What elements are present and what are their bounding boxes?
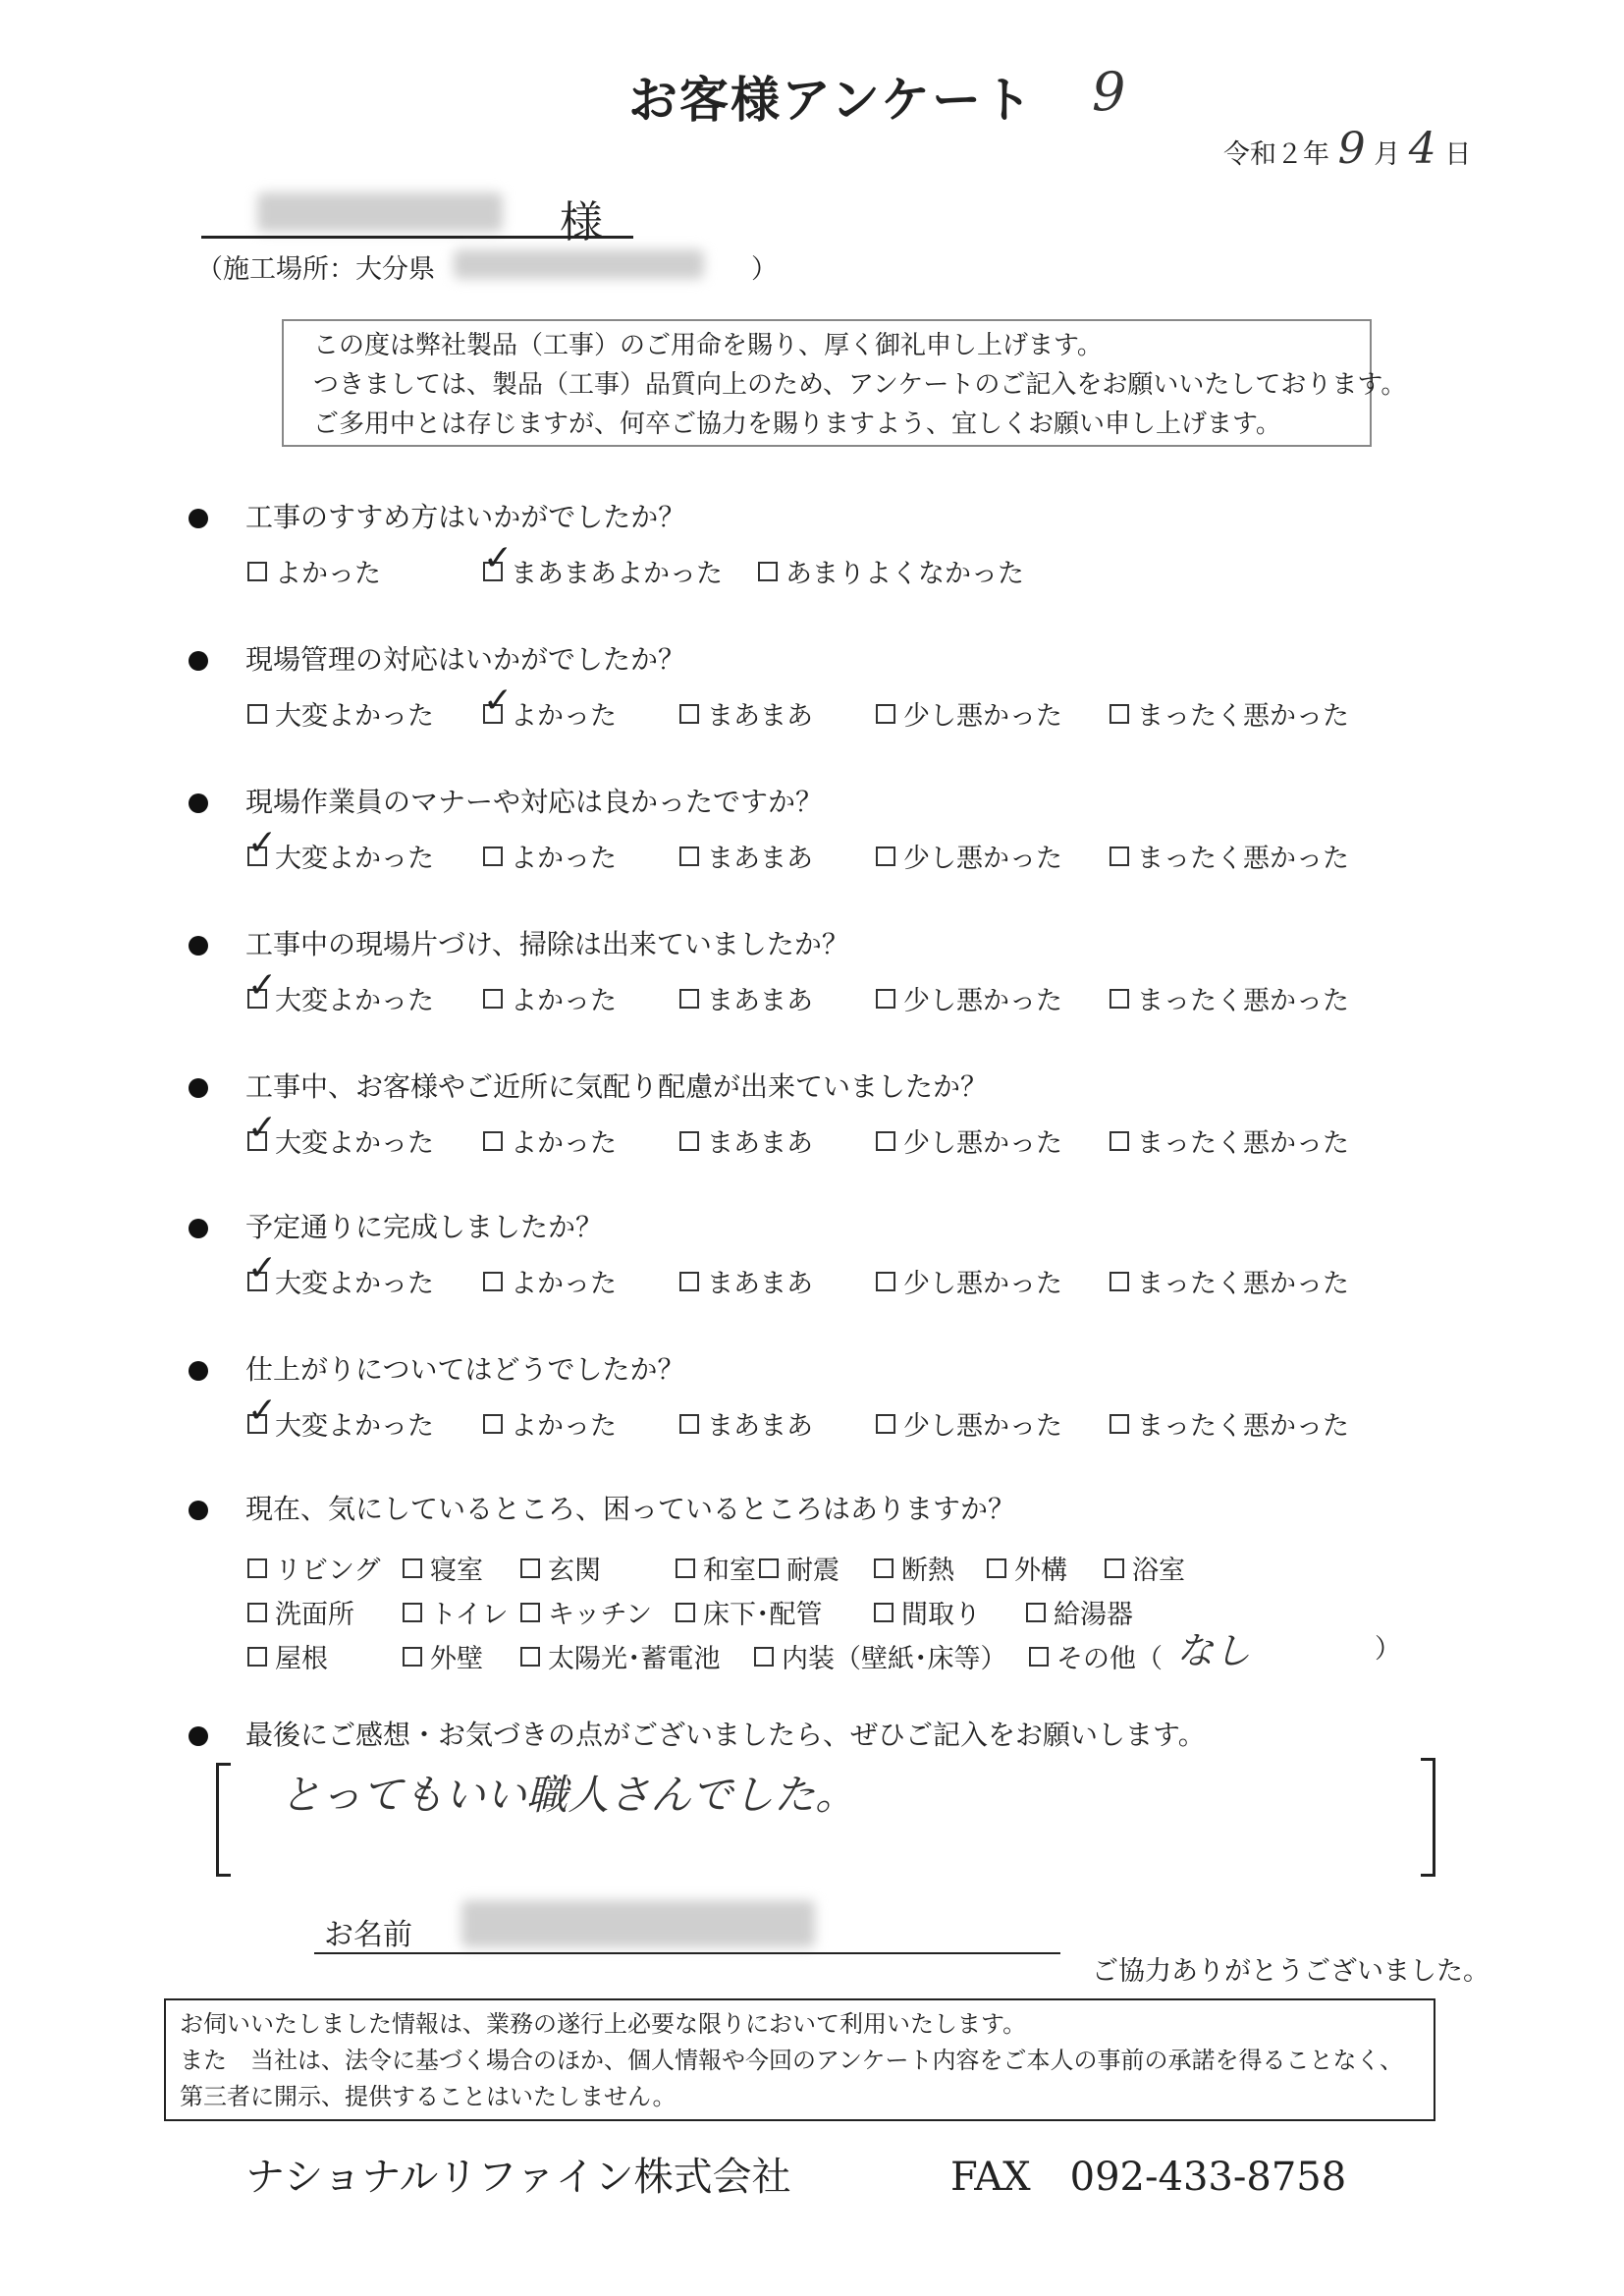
comment-text[interactable]: とってもいい職人さんでした。 (280, 1771, 857, 1819)
intro-line: つきましては、製品（工事）品質向上のため、アンケートのご記入をお願いいたしております。 (313, 370, 1407, 400)
answer-option[interactable] (247, 837, 434, 875)
checkbox-icon[interactable] (987, 1558, 1006, 1578)
concern-option[interactable] (1105, 1549, 1185, 1587)
answer-option[interactable] (483, 837, 617, 875)
concern-option[interactable] (987, 1549, 1067, 1587)
question-6 (189, 1206, 603, 1245)
answer-option[interactable] (1110, 1121, 1349, 1160)
checkbox-icon[interactable] (483, 1131, 503, 1151)
checkbox-icon[interactable] (247, 1647, 267, 1667)
answer-option[interactable] (1110, 1404, 1349, 1443)
checked-checkbox-icon[interactable] (247, 989, 267, 1009)
checkbox-icon[interactable] (1110, 1414, 1129, 1434)
checkbox-icon[interactable] (483, 1414, 503, 1434)
name-line (314, 1952, 1060, 1954)
option-label: 少し悪かった (903, 1411, 1062, 1442)
bullet-icon (189, 1501, 208, 1520)
thanks-text: ご協力ありがとうございました。 (1092, 1956, 1489, 1987)
concern-option[interactable] (1029, 1637, 1163, 1675)
answer-option[interactable] (876, 979, 1062, 1017)
option-label: あまりよくなかった (785, 559, 1024, 589)
privacy-line: また 当社は、法令に基づく場合のほか、個人情報や今回のアンケート内容をご本人の事前の承諾を得ることなく、 (180, 2047, 1404, 2074)
option-label: 少し悪かった (903, 986, 1062, 1016)
checkbox-icon[interactable] (758, 562, 778, 581)
bullet-icon (189, 651, 208, 671)
option-label: 少し悪かった (903, 1128, 1062, 1159)
answer-option[interactable] (483, 1121, 617, 1160)
question-1 (189, 496, 685, 535)
company-name: ナショナルリファイン株式会社 (245, 2155, 791, 2200)
answer-option[interactable] (876, 1262, 1062, 1300)
checkbox-icon[interactable] (1029, 1647, 1049, 1667)
site-close: ） (751, 254, 778, 285)
answer-option[interactable] (679, 694, 813, 733)
checked-checkbox-icon[interactable] (247, 1131, 267, 1151)
bullet-icon (189, 509, 208, 528)
bullet-icon (189, 1361, 208, 1381)
concern-label: 床下･配管 (703, 1600, 823, 1630)
concern-label: 外壁 (430, 1644, 483, 1674)
option-label: 少し悪かった (903, 844, 1062, 874)
checked-checkbox-icon[interactable] (483, 562, 503, 581)
option-label: 大変よかった (275, 986, 434, 1016)
date-day-label: 日 (1444, 139, 1472, 170)
checkbox-icon[interactable] (876, 1414, 895, 1434)
option-label: まったく悪かった (1137, 1128, 1349, 1159)
checkbox-icon[interactable] (876, 704, 895, 724)
comment-bracket-left (216, 1763, 231, 1877)
option-label: まあまあ (707, 1128, 813, 1159)
checkbox-icon[interactable] (520, 1647, 540, 1667)
answer-option[interactable] (876, 1121, 1062, 1160)
answer-option[interactable] (483, 1262, 617, 1300)
option-label: 大変よかった (275, 1269, 434, 1299)
answer-option[interactable] (876, 694, 1062, 733)
concern-label: トイレ (430, 1600, 509, 1630)
customer-name-redacted (257, 192, 503, 232)
intro-line: ご多用中とは存じますが、何卒ご協力を賜りますよう、宜しくお願い申し上げます。 (313, 410, 1281, 439)
honorific: 様 (560, 197, 603, 247)
answer-option[interactable] (247, 552, 381, 590)
answer-option[interactable] (758, 552, 1024, 590)
question-concerns (189, 1488, 1015, 1527)
checkbox-icon[interactable] (1110, 847, 1129, 866)
date-day: 4 (1408, 124, 1436, 174)
concern-label: キッチン (548, 1600, 653, 1630)
concern-option[interactable] (403, 1637, 483, 1675)
signature-redacted (461, 1900, 815, 1947)
option-label: よかった (511, 1128, 617, 1159)
concern-label: 太陽光･蓄電池 (548, 1644, 721, 1674)
serial-number: 9 (1092, 61, 1126, 123)
name-label: お名前 (324, 1918, 412, 1952)
checkbox-icon[interactable] (679, 989, 699, 1009)
checkbox-icon[interactable] (1110, 704, 1129, 724)
checkbox-icon[interactable] (679, 704, 699, 724)
checked-checkbox-icon[interactable] (483, 704, 503, 724)
checkbox-icon[interactable] (520, 1603, 540, 1622)
checkbox-icon[interactable] (876, 847, 895, 866)
checkbox-icon[interactable] (679, 847, 699, 866)
concern-option[interactable] (874, 1549, 954, 1587)
option-label: まあまあ (707, 986, 813, 1016)
checkbox-icon[interactable] (676, 1558, 695, 1578)
date-month-label: 月 (1374, 139, 1401, 170)
checkbox-icon[interactable] (1110, 1272, 1129, 1291)
concern-option[interactable] (874, 1593, 981, 1631)
answer-option[interactable] (1110, 694, 1349, 733)
fax-number: FAX 092-433-8758 (950, 2155, 1347, 2200)
bullet-icon (189, 936, 208, 956)
option-label: まあまあ (707, 844, 813, 874)
checkbox-icon[interactable] (247, 1603, 267, 1622)
bullet-icon (189, 1219, 208, 1238)
question-text: 現場作業員のマナーや対応は良かったですか？ (245, 786, 824, 818)
answer-option[interactable] (247, 694, 434, 733)
bullet-icon (189, 1726, 208, 1746)
checkbox-icon[interactable] (483, 847, 503, 866)
checkbox-icon[interactable] (876, 1272, 895, 1291)
checkbox-icon[interactable] (403, 1558, 422, 1578)
concern-label: 断熱 (901, 1556, 954, 1586)
checkbox-icon[interactable] (247, 704, 267, 724)
option-label: よかった (511, 1411, 617, 1442)
concern-label: 浴室 (1132, 1556, 1185, 1586)
date (1223, 124, 1471, 174)
question-4 (189, 923, 849, 962)
option-label: よかった (511, 1269, 617, 1299)
checkbox-icon[interactable] (759, 1558, 779, 1578)
answer-option[interactable] (679, 979, 813, 1017)
concern-label: 洗面所 (275, 1600, 354, 1630)
question-comments (189, 1714, 1206, 1753)
other-close: ） (1375, 1634, 1401, 1665)
option-label: まったく悪かった (1137, 1411, 1349, 1442)
checkbox-icon[interactable] (247, 562, 267, 581)
checkbox-icon[interactable] (679, 1131, 699, 1151)
concern-label: 給湯器 (1054, 1600, 1133, 1630)
answer-option[interactable] (483, 979, 617, 1017)
answer-option[interactable] (1110, 837, 1349, 875)
concern-option[interactable] (520, 1637, 721, 1675)
date-prefix: 令和２年 (1223, 139, 1329, 170)
concern-option[interactable] (759, 1549, 839, 1587)
concern-option[interactable] (676, 1549, 756, 1587)
option-label: まったく悪かった (1137, 986, 1349, 1016)
concern-label: 外構 (1014, 1556, 1067, 1586)
checkbox-icon[interactable] (754, 1647, 774, 1667)
concern-option[interactable] (676, 1593, 823, 1631)
checkbox-icon[interactable] (1026, 1603, 1046, 1622)
option-label: よかった (511, 701, 617, 732)
question-text: 工事中、お客様やご近所に気配り配慮が出来ていましたか？ (245, 1070, 989, 1103)
answer-option[interactable] (483, 552, 723, 590)
checkbox-icon[interactable] (874, 1558, 893, 1578)
intro-line: この度は弊社製品（工事）のご用命を賜り、厚く御礼申し上げます。 (313, 331, 1103, 360)
option-label: 大変よかった (275, 1128, 434, 1159)
concern-option[interactable] (403, 1593, 509, 1631)
concern-option[interactable] (403, 1549, 483, 1587)
answer-option[interactable] (679, 1262, 813, 1300)
question-text: 現場管理の対応はいかがでしたか？ (245, 643, 686, 676)
concern-option[interactable] (1026, 1593, 1133, 1631)
checkbox-icon[interactable] (679, 1414, 699, 1434)
checkbox-icon[interactable] (483, 1272, 503, 1291)
checkbox-icon[interactable] (1110, 989, 1129, 1009)
answer-option[interactable] (483, 1404, 617, 1443)
option-label: よかった (511, 986, 617, 1016)
checkbox-icon[interactable] (679, 1272, 699, 1291)
concern-label: 内装（壁紙･床等） (782, 1644, 1007, 1674)
concern-label: その他（ (1056, 1644, 1163, 1674)
concern-option[interactable] (247, 1637, 328, 1675)
concern-label: 寝室 (430, 1556, 483, 1586)
site-label: （施工場所：大分県 (196, 254, 435, 285)
checkbox-icon[interactable] (1110, 1131, 1129, 1151)
question-7 (189, 1348, 684, 1388)
answer-option[interactable] (247, 1404, 434, 1443)
answer-option[interactable] (679, 837, 813, 875)
answer-option[interactable] (679, 1121, 813, 1160)
option-label: よかった (511, 844, 617, 874)
option-label: 少し悪かった (903, 701, 1062, 732)
concern-option[interactable] (520, 1549, 601, 1587)
question-text: 工事のすすめ方はいかがでしたか？ (245, 501, 686, 533)
option-label: 少し悪かった (903, 1269, 1062, 1299)
intro-box (282, 319, 1407, 447)
concern-option[interactable] (754, 1637, 1007, 1675)
checkbox-icon[interactable] (874, 1603, 893, 1622)
checkbox-icon[interactable] (403, 1603, 422, 1622)
answer-option[interactable] (679, 1404, 813, 1443)
concern-option[interactable] (520, 1593, 652, 1631)
site-address-redacted (454, 249, 704, 279)
option-label: まったく悪かった (1137, 1269, 1349, 1299)
checkbox-icon[interactable] (876, 1131, 895, 1151)
answer-option[interactable] (483, 694, 617, 733)
bullet-icon (189, 1078, 208, 1098)
answer-option[interactable] (247, 1262, 434, 1300)
other-value: なし (1176, 1629, 1252, 1672)
option-label: まあまあ (707, 1269, 813, 1299)
question-2 (189, 638, 685, 678)
question-text: 現在、気にしているところ、困っているところはありますか？ (245, 1493, 1016, 1525)
checkbox-icon[interactable] (247, 1558, 267, 1578)
checkbox-icon[interactable] (1105, 1558, 1124, 1578)
question-text: 仕上がりについてはどうでしたか？ (245, 1353, 685, 1386)
checked-checkbox-icon[interactable] (247, 1414, 267, 1434)
checkbox-icon[interactable] (676, 1603, 695, 1622)
question-text: 最後にご感想・お気づきの点がございましたら、ぜひご記入をお願いします。 (245, 1719, 1206, 1751)
date-month: 9 (1337, 124, 1366, 174)
answer-option[interactable] (876, 1404, 1062, 1443)
answer-option[interactable] (876, 837, 1062, 875)
concern-label: 屋根 (275, 1644, 328, 1674)
comment-bracket-right (1421, 1758, 1435, 1877)
answer-option[interactable] (247, 1121, 434, 1160)
concern-label: 玄関 (548, 1556, 601, 1586)
question-text: 工事中の現場片づけ、掃除は出来ていましたか？ (245, 928, 849, 960)
option-label: 大変よかった (275, 701, 434, 732)
privacy-line: 第三者に開示、提供することはいたしません。 (180, 2083, 677, 2110)
concern-label: 間取り (901, 1600, 981, 1630)
question-3 (189, 781, 823, 820)
concern-option[interactable] (247, 1593, 354, 1631)
answer-option[interactable] (247, 979, 434, 1017)
concern-label: リビング (275, 1556, 381, 1586)
option-label: よかった (275, 559, 381, 589)
checked-checkbox-icon[interactable] (247, 1272, 267, 1291)
concern-option[interactable] (247, 1549, 380, 1587)
option-label: まあまあよかった (511, 559, 723, 589)
option-label: まあまあ (707, 701, 813, 732)
option-label: 大変よかった (275, 844, 434, 874)
option-label: まったく悪かった (1137, 701, 1349, 732)
checkbox-icon[interactable] (520, 1558, 540, 1578)
question-text: 予定通りに完成しましたか？ (245, 1211, 604, 1243)
option-label: まったく悪かった (1137, 844, 1349, 874)
checked-checkbox-icon[interactable] (247, 847, 267, 866)
concern-label: 和室 (703, 1556, 756, 1586)
option-label: まあまあ (707, 1411, 813, 1442)
checkbox-icon[interactable] (483, 989, 503, 1009)
page-title: お客様アンケート (628, 72, 1034, 129)
checkbox-icon[interactable] (876, 989, 895, 1009)
concern-label: 耐震 (786, 1556, 839, 1586)
answer-option[interactable] (1110, 979, 1349, 1017)
bullet-icon (189, 793, 208, 813)
checkbox-icon[interactable] (403, 1647, 422, 1667)
privacy-line: お伺いいたしました情報は、業務の遂行上必要な限りにおいて利用いたします。 (180, 2010, 1027, 2038)
question-5 (189, 1066, 988, 1105)
privacy-box (164, 1998, 1435, 2121)
option-label: 大変よかった (275, 1411, 434, 1442)
answer-option[interactable] (1110, 1262, 1349, 1300)
